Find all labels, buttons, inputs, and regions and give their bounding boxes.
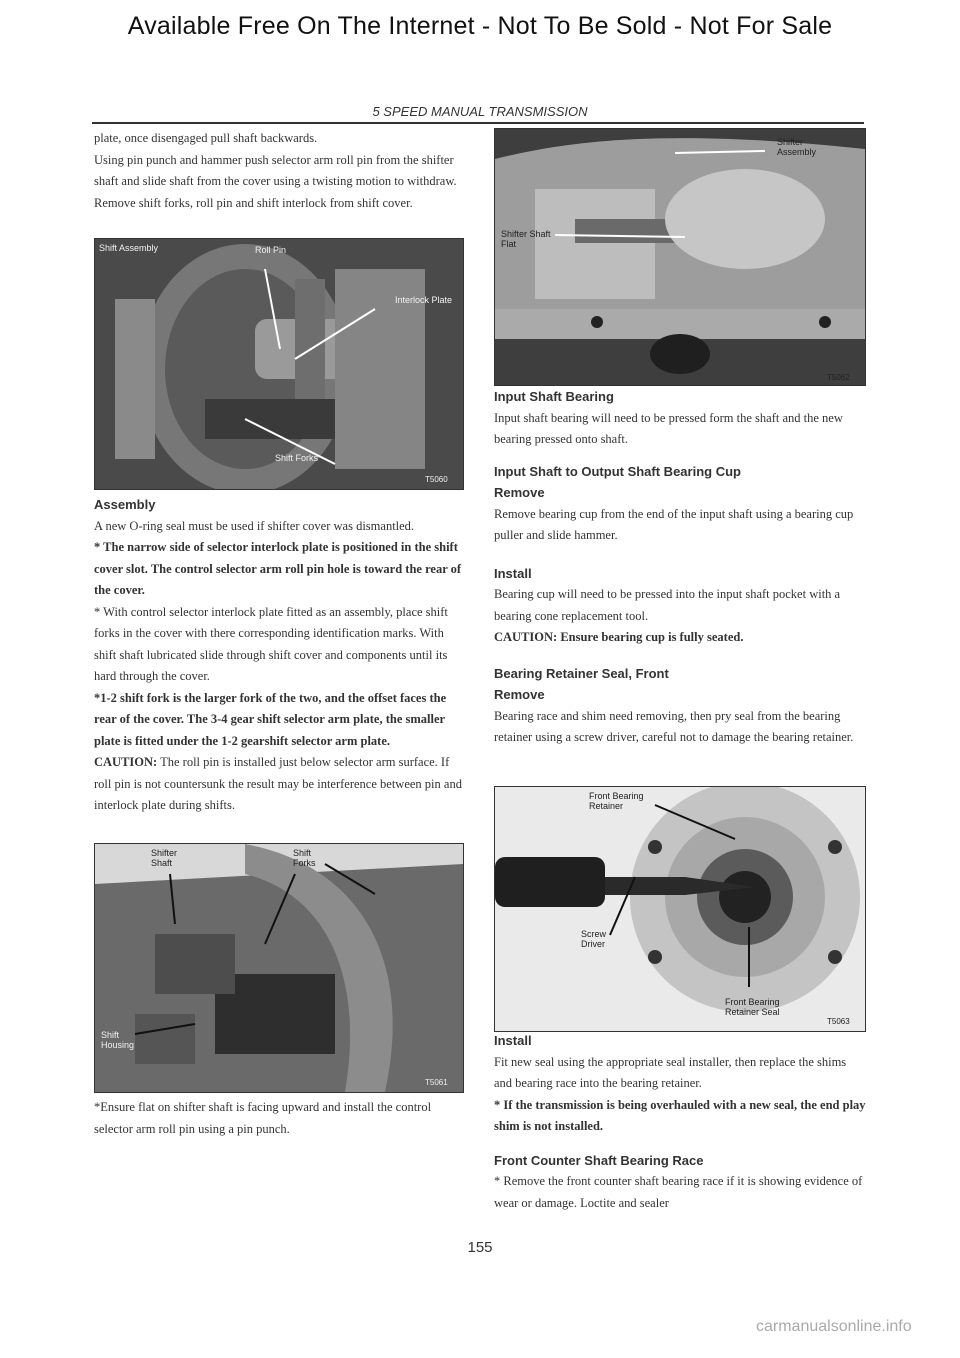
paragraph: Bearing cup will need to be pressed into the input shaft pocket with a bearing cone replacement tool. bbox=[494, 587, 841, 623]
subheading: Install bbox=[494, 1033, 532, 1048]
page-number: 155 bbox=[467, 1239, 493, 1256]
photo-label: Shift Forks bbox=[293, 848, 316, 868]
photo-label: Front Bearing Retainer bbox=[589, 791, 644, 811]
paragraph: Input shaft bearing will need to be pressed form the shaft and the new bearing pressed onto shaft. bbox=[494, 410, 843, 446]
spacer bbox=[494, 649, 866, 663]
section-heading: Bearing Retainer Seal, Front bbox=[494, 665, 669, 681]
photo-shifter-assembly bbox=[494, 128, 866, 386]
photo-shift-cover-assembly bbox=[94, 238, 464, 490]
paragraph: Fit new seal using the appropriate seal installer, then replace the shims and bearing race into the bearing retainer. bbox=[494, 1054, 847, 1090]
left-assembly-text bbox=[94, 494, 466, 817]
paragraph: plate, once disengaged pull shaft backwards. bbox=[94, 131, 318, 145]
photo-shifter-shaft bbox=[94, 843, 464, 1093]
photo-label: Shift Forks bbox=[275, 453, 319, 463]
spacer bbox=[494, 547, 866, 563]
paragraph: Using pin punch and hammer push selector arm roll pin from the shifter shaft and slide shaft from the cover using a twisting motion to withdraw. Remove shift forks, roll pin and shift interlock from shift cover. bbox=[94, 152, 457, 210]
section-heading: Input Shaft to Output Shaft Bearing Cup bbox=[494, 463, 741, 479]
left-bottom-text bbox=[94, 1097, 466, 1140]
paragraph: Bearing race and shim need removing, then pry seal from the bearing retainer using a screw driver, careful not to damage the bearing retainer. bbox=[494, 708, 854, 744]
paragraph-bold: * The narrow side of selector interlock plate is positioned in the shift cover slot. The control selector arm roll pin hole is toward the rear of the cover. bbox=[94, 540, 462, 597]
paragraph: *Ensure flat on shifter shaft is facing upward and install the control selector arm roll pin using a pin punch. bbox=[94, 1100, 432, 1136]
right-bottom-text bbox=[494, 1030, 866, 1214]
photo-label: Screw Driver bbox=[581, 929, 607, 949]
caution-paragraph bbox=[94, 752, 466, 817]
paragraph-bold: * If the transmission is being overhauled with a new seal, the end play shim is not installed. bbox=[494, 1097, 866, 1133]
paragraph: Remove bearing cup from the end of the input shaft using a bearing cup puller and slide hammer. bbox=[494, 506, 854, 542]
watermark-link[interactable]: carmanualsonline.info bbox=[756, 1318, 912, 1335]
photo-label: Interlock Plate bbox=[395, 295, 453, 305]
photo-label: Shifter Shaft bbox=[151, 848, 178, 868]
figure-id: T5061 bbox=[425, 1078, 448, 1087]
section-heading: Input Shaft Bearing bbox=[494, 389, 614, 404]
right-text bbox=[494, 386, 866, 749]
banner-title: Available Free On The Internet - Not To Be Sold - Not For Sale bbox=[127, 12, 833, 40]
photo-label: Front Bearing Retainer Seal bbox=[725, 997, 780, 1017]
section-heading: Assembly bbox=[94, 497, 156, 512]
figure-id: T5063 bbox=[827, 1017, 850, 1026]
subheading: Install bbox=[494, 565, 532, 581]
photo-label: Shift Housing bbox=[101, 1030, 135, 1050]
caution-paragraph: CAUTION: Ensure bearing cup is fully seated. bbox=[494, 630, 744, 644]
paragraph-bold: *1-2 shift fork is the larger fork of the two, and the offset faces the rear of the cover. The 3-4 gear shift selector arm plate, the smaller plate is fitted under the 1-2 gearshift selector arm plate. bbox=[94, 690, 447, 748]
figure-id: T5060 bbox=[425, 475, 448, 484]
subheading: Remove bbox=[494, 485, 545, 500]
header-rule bbox=[92, 122, 864, 124]
spacer bbox=[494, 451, 866, 461]
photo-front-bearing-retainer bbox=[494, 786, 866, 1032]
caution-text: The roll pin is installed just below selector arm surface. If roll pin is not countersunk the result may be interference between pin and interlock plate during shifts. bbox=[94, 755, 462, 812]
photo-label: Shifter Shaft Flat bbox=[501, 229, 551, 249]
subheading: Remove bbox=[494, 687, 545, 702]
photo-label: Shifter Assembly bbox=[777, 137, 817, 157]
paragraph: * Remove the front counter shaft bearing race if it is showing evidence of wear or damage. Loctite and sealer bbox=[494, 1174, 863, 1210]
photo-label: Roll Pin bbox=[255, 245, 287, 255]
spacer bbox=[494, 1138, 866, 1150]
figure-id: T5062 bbox=[827, 373, 850, 382]
left-top-text bbox=[94, 128, 466, 214]
photo-label: Shift Assembly bbox=[99, 243, 159, 253]
paragraph: A new O-ring seal must be used if shifter cover was dismantled. bbox=[94, 518, 415, 533]
paragraph: * With control selector interlock plate fitted as an assembly, place shift forks in the cover with there corresponding identification marks. With shift shaft lubricated slide through shift cover and components until its hard through the cover. bbox=[94, 604, 448, 683]
running-head: 5 SPEED MANUAL TRANSMISSION bbox=[372, 104, 588, 119]
section-heading: Front Counter Shaft Bearing Race bbox=[494, 1152, 704, 1168]
caution-label: CAUTION: bbox=[94, 755, 158, 769]
